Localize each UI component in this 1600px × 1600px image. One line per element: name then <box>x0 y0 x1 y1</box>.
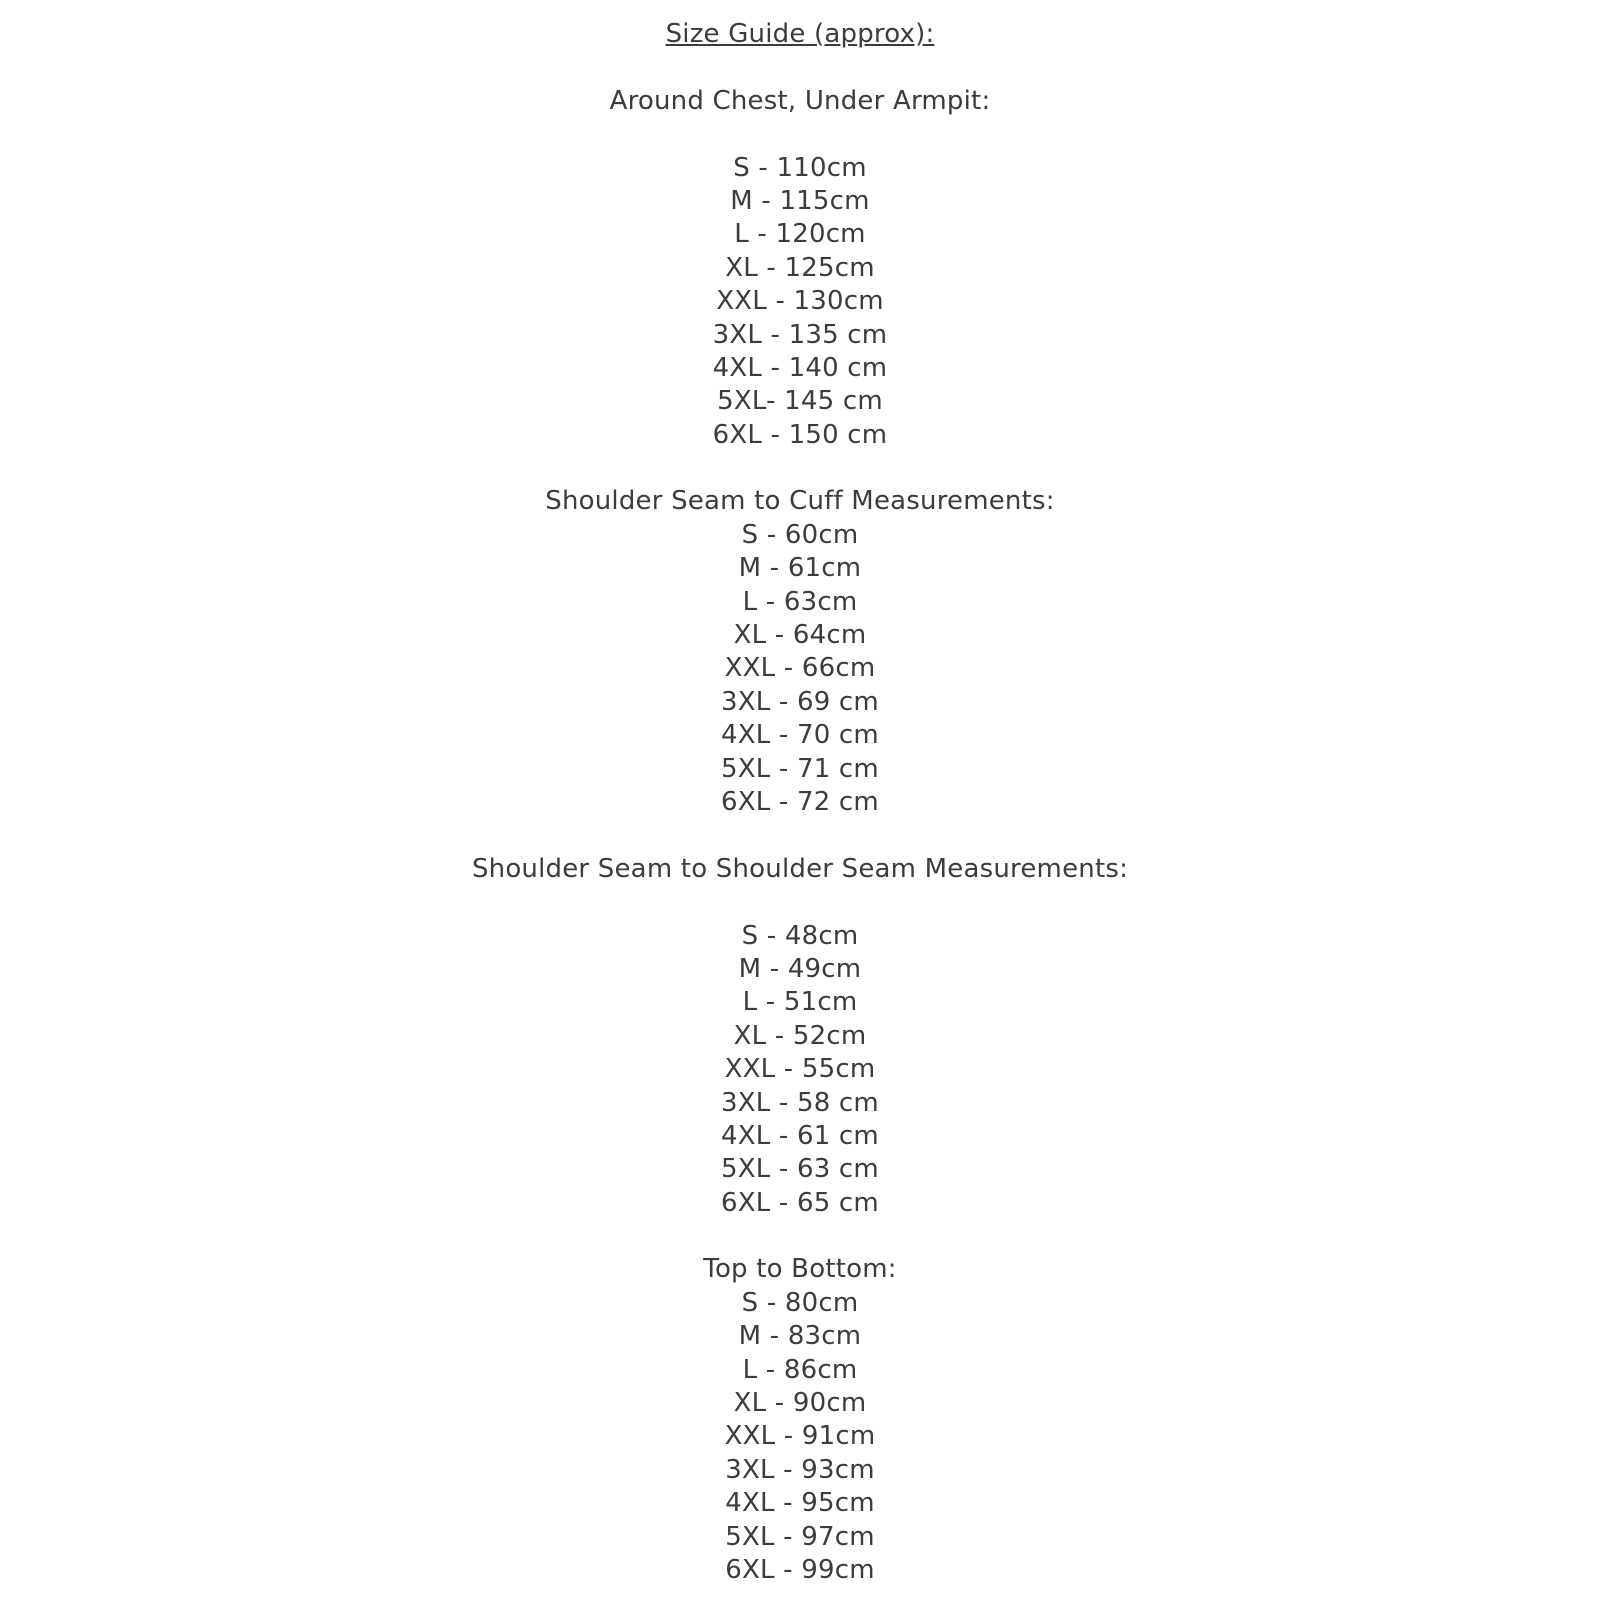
section-heading: Shoulder Seam to Shoulder Seam Measurements: <box>471 853 1129 884</box>
size-line: 5XL- 145 cm <box>717 386 883 417</box>
section-heading: Shoulder Seam to Cuff Measurements: <box>545 486 1055 517</box>
size-line: XL - 90cm <box>733 1388 867 1419</box>
size-line: 4XL - 140 cm <box>712 352 888 383</box>
spacer <box>0 886 1600 919</box>
size-line: S - 48cm <box>741 920 859 951</box>
size-line: M - 49cm <box>738 953 862 984</box>
spacer <box>0 1220 1600 1253</box>
size-line: L - 120cm <box>734 219 866 250</box>
size-line: M - 61cm <box>738 553 862 584</box>
size-line: 5XL - 71 cm <box>721 753 879 784</box>
size-line: L - 63cm <box>742 586 858 617</box>
size-line: S - 110cm <box>733 152 867 183</box>
size-line: L - 86cm <box>742 1354 858 1385</box>
size-line: XL - 52cm <box>733 1020 867 1051</box>
section-heading: Top to Bottom: <box>703 1254 897 1285</box>
size-line: XXL - 55cm <box>724 1054 876 1085</box>
size-line: XXL - 91cm <box>724 1421 876 1452</box>
size-line: M - 115cm <box>730 185 870 216</box>
spacer <box>0 819 1600 852</box>
size-line: L - 51cm <box>742 987 858 1018</box>
page-title: Size Guide (approx): <box>665 19 935 49</box>
size-line: M - 83cm <box>738 1321 862 1352</box>
size-line: 6XL - 72 cm <box>721 786 879 817</box>
size-line: 4XL - 61 cm <box>721 1120 879 1151</box>
size-line: XL - 125cm <box>725 252 875 283</box>
size-line: S - 80cm <box>741 1287 859 1318</box>
size-line: S - 60cm <box>741 519 859 550</box>
size-line: 5XL - 63 cm <box>721 1154 879 1185</box>
size-line: 6XL - 65 cm <box>721 1187 879 1218</box>
size-line: XL - 64cm <box>733 620 867 651</box>
size-line: XXL - 66cm <box>724 653 876 684</box>
spacer <box>0 51 1600 84</box>
size-line: 6XL - 99cm <box>725 1554 875 1585</box>
size-line: 3XL - 69 cm <box>721 686 879 717</box>
size-line: 6XL - 150 cm <box>712 419 888 450</box>
size-line: 5XL - 97cm <box>725 1521 875 1552</box>
spacer <box>0 118 1600 151</box>
size-line: 4XL - 70 cm <box>721 720 879 751</box>
size-line: 4XL - 95cm <box>725 1488 875 1519</box>
size-line: 3XL - 93cm <box>725 1454 875 1485</box>
section-heading: Around Chest, Under Armpit: <box>609 85 991 116</box>
sections-container <box>0 51 1600 1587</box>
spacer <box>0 452 1600 485</box>
size-line: 3XL - 58 cm <box>721 1087 879 1118</box>
size-line: XXL - 130cm <box>716 286 884 317</box>
size-line: 3XL - 135 cm <box>712 319 888 350</box>
